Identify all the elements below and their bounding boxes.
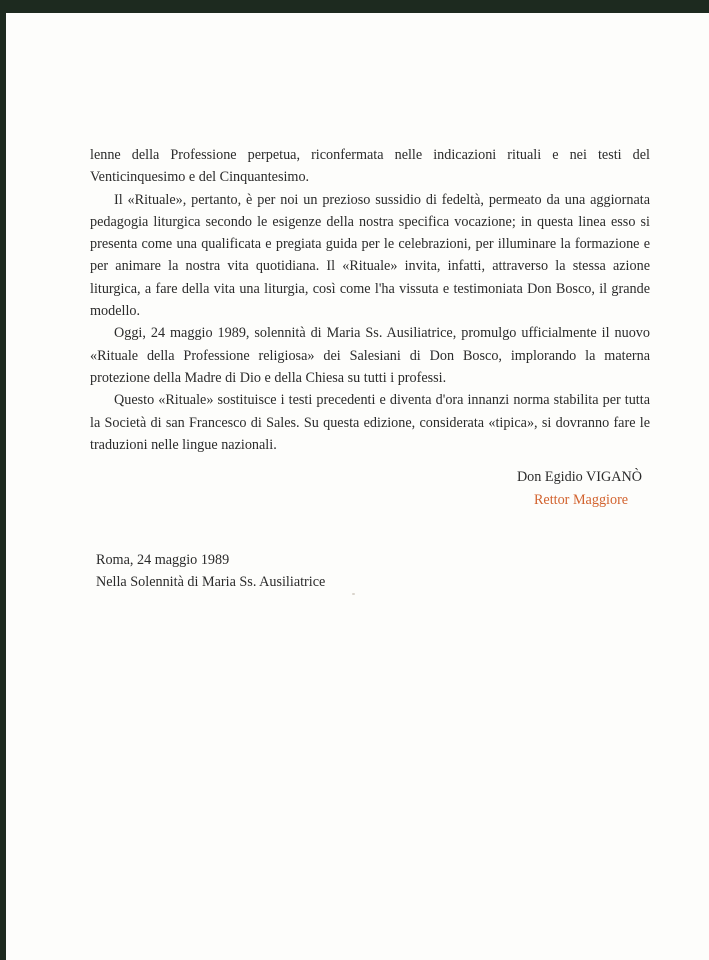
- signature-block: [517, 466, 642, 511]
- signatory-name: Don Egidio VIGANÒ: [516, 469, 642, 485]
- place-date-line: Roma, 24 maggio 1989: [96, 552, 230, 568]
- paper-speck: [352, 593, 355, 595]
- document-page: [6, 13, 709, 960]
- occasion-line: Nella Solennità di Maria Ss. Ausiliatrice: [96, 574, 326, 590]
- body-text: [90, 144, 650, 456]
- paragraph-promulgation: Oggi, 24 maggio 1989, solennità di Maria Ss. Ausiliatrice, promulgo ufficialmente il nuovo «Rituale della Professione religiosa» dei Salesiani di Don Bosco, implorando la materna protezione della Madre di Dio e della Chiesa su tutti i professi.: [90, 325, 650, 386]
- paragraph-rituale: Il «Rituale», pertanto, è per noi un prezioso sussidio di fedeltà, permeato da una aggiornata pedagogia liturgica secondo le esigenze della nostra specifica vocazione; in questa linea esso si presenta come una qualificata e pregiata guida per le celebrazioni, per illuminare la formazione e per animare la nostra vita quotidiana. Il «Rituale» invita, infatti, attraverso la stessa azione liturgica, a fare della vita una liturgia, così come l'ha vissuta e testimoniata Don Bosco, il grande modello.: [90, 191, 650, 320]
- paragraph-norm: Questo «Rituale» sostituisce i testi precedenti e diventa d'ora innanzi norma stabilita per tutta la Società di san Francesco di Sales. Su questa edizione, considerata «tipica», si dovranno fare le traduzioni nelle lingue nazionali.: [90, 392, 650, 453]
- signatory-title: Rettor Maggiore: [533, 491, 629, 508]
- paragraph-continuation: lenne della Professione perpetua, riconfermata nelle indicazioni rituali e nei testi del Venticinquesimo e del Cinquantesimo.: [90, 147, 650, 186]
- place-date-block: [96, 549, 325, 593]
